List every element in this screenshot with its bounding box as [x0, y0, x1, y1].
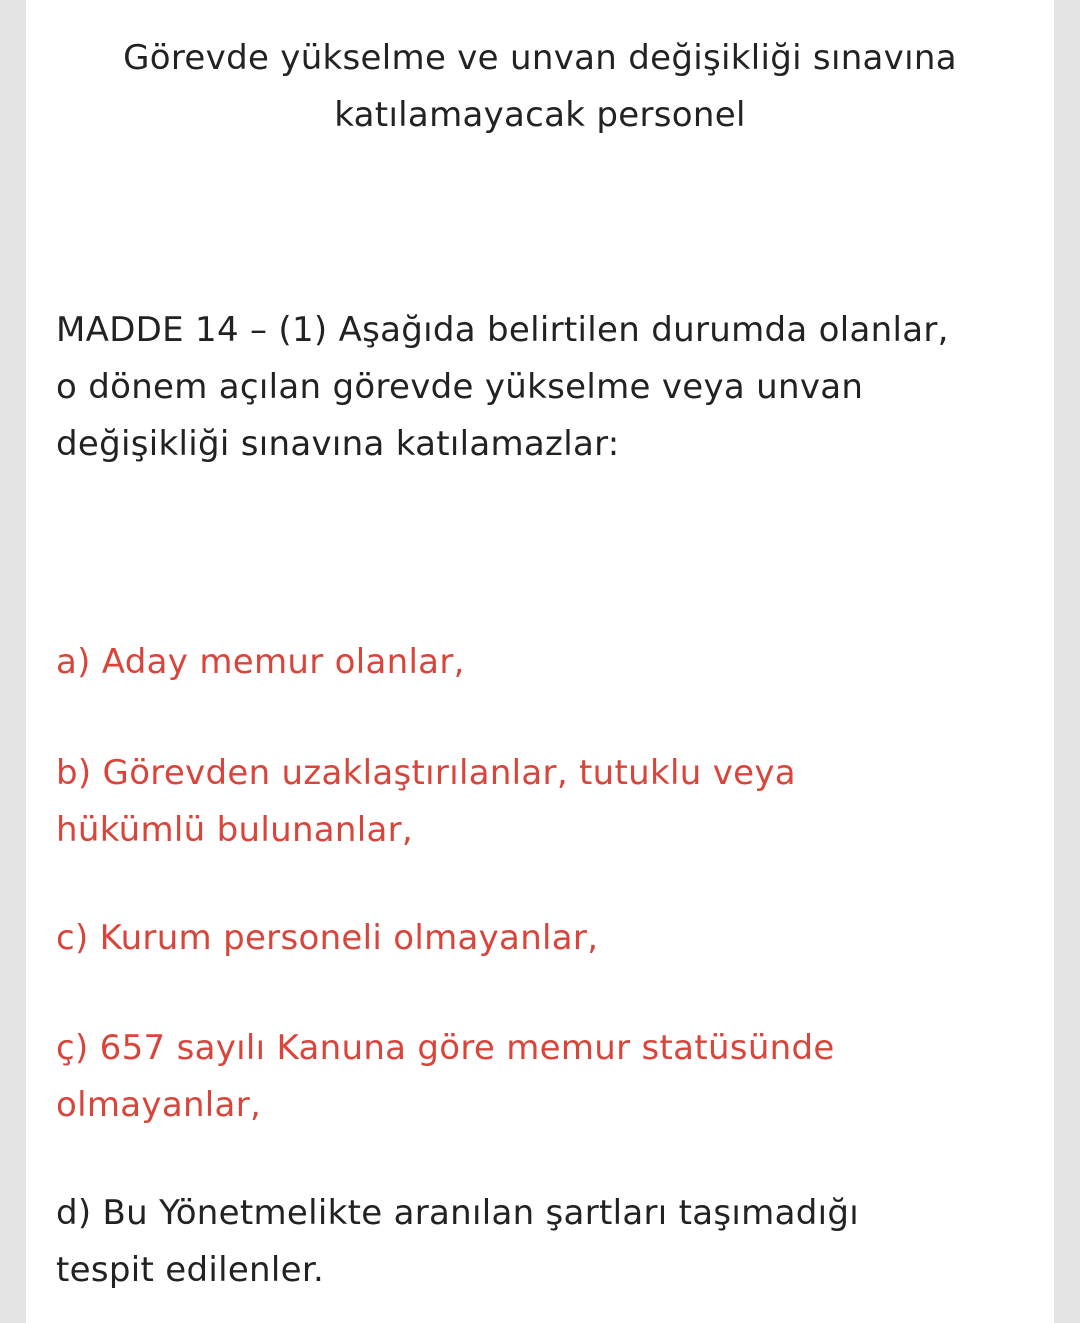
intro-line: MADDE 14 – (1) Aşağıda belirtilen durumda olanlar, [56, 310, 949, 350]
title-line: Görevde yükselme ve unvan değişikliği sınavına [123, 38, 957, 78]
list-item-cc [56, 1020, 1041, 1134]
document-page [26, 0, 1054, 1323]
item-line: a) Aday memur olanlar, [56, 642, 465, 682]
list-item-b [56, 745, 1041, 859]
article-title [26, 30, 1054, 144]
item-line: hükümlü bulunanlar, [56, 810, 414, 850]
intro-line: o dönem açılan görevde yükselme veya unvan [56, 367, 864, 407]
list-item-c [56, 910, 1041, 967]
item-line: c) Kurum personeli olmayanlar, [56, 918, 599, 958]
item-line: b) Görevden uzaklaştırılanlar, tutuklu veya [56, 753, 796, 793]
item-line: ç) 657 sayılı Kanuna göre memur statüsünde [56, 1028, 835, 1068]
item-line: olmayanlar, [56, 1085, 262, 1125]
item-line: d) Bu Yönetmelikte aranılan şartları taşımadığı [56, 1193, 859, 1233]
list-item-a [56, 634, 1041, 691]
intro-line: değişikliği sınavına katılamazlar: [56, 424, 620, 464]
title-line: katılamayacak personel [334, 95, 746, 135]
item-line: tespit edilenler. [56, 1250, 325, 1290]
article-intro [56, 302, 1041, 473]
list-item-d [56, 1185, 1041, 1299]
